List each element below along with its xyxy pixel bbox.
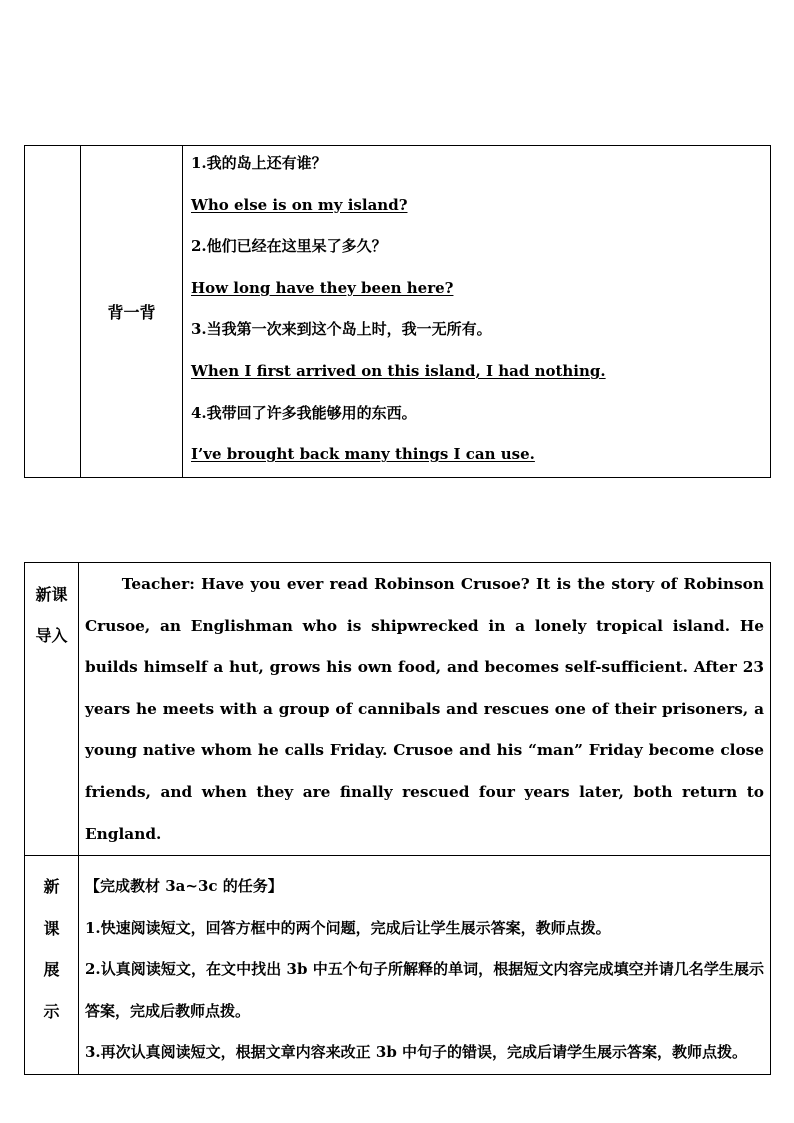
recite-line-4: How long have they been here? <box>191 278 454 297</box>
task-item-1: 1.快速阅读短文，回答方框中的两个问题，完成后让学生展示答案，教师点拨。 <box>85 918 611 937</box>
recite-line-3: 2.他们已经在这里呆了多久？ <box>191 237 387 256</box>
tasks-content <box>79 856 771 1075</box>
recite-line-1: 1.我的岛上还有谁？ <box>191 154 327 172</box>
recite-line-8: I’ve brought back many things I can use. <box>191 445 535 464</box>
intro-text: Teacher: Have you ever read Robinson Crusoe? It is the story of Robinson Crusoe, an Englishman who is shipwrecked in a lonely tropical island. He builds himself a hut, grows his own food, and becomes self-sufficient. After 23 years he meets with a group of cannibals and rescues one of their prisoners, a young native whom he calls Friday. Crusoe and his “man” Friday become close friends, and when they are finally rescued four years later, both return to England. <box>79 563 771 856</box>
task-item-2: 2.认真阅读短文，在文中找出 3b 中五个句子所解释的单词，根据短文内容完成填空并请几名学生展示答案，完成后教师点拨。 <box>85 960 764 1020</box>
intro-label: 新课 导入 <box>25 563 79 856</box>
tasks-title: 【完成教材 3a~3c 的任务】 <box>85 877 283 896</box>
recite-line-5: 3.当我第一次来到这个岛上时，我一无所有。 <box>191 320 492 339</box>
recite-line-7: 4.我带回了许多我能够用的东西。 <box>191 403 417 422</box>
empty-cell <box>25 146 81 478</box>
recite-line-6: When I first arrived on this island, I had nothing. <box>191 361 606 380</box>
recite-content <box>183 146 771 478</box>
recite-table <box>24 145 771 478</box>
recite-label: 背一背 <box>81 146 183 478</box>
show-label: 新 课 展 示 <box>25 856 79 1075</box>
task-item-3: 3.再次认真阅读短文，根据文章内容来改正 3b 中句子的错误，完成后请学生展示答案，教师点拨。 <box>85 1043 748 1062</box>
recite-line-2: Who else is on my island? <box>191 195 408 214</box>
lesson-table <box>24 562 771 1075</box>
